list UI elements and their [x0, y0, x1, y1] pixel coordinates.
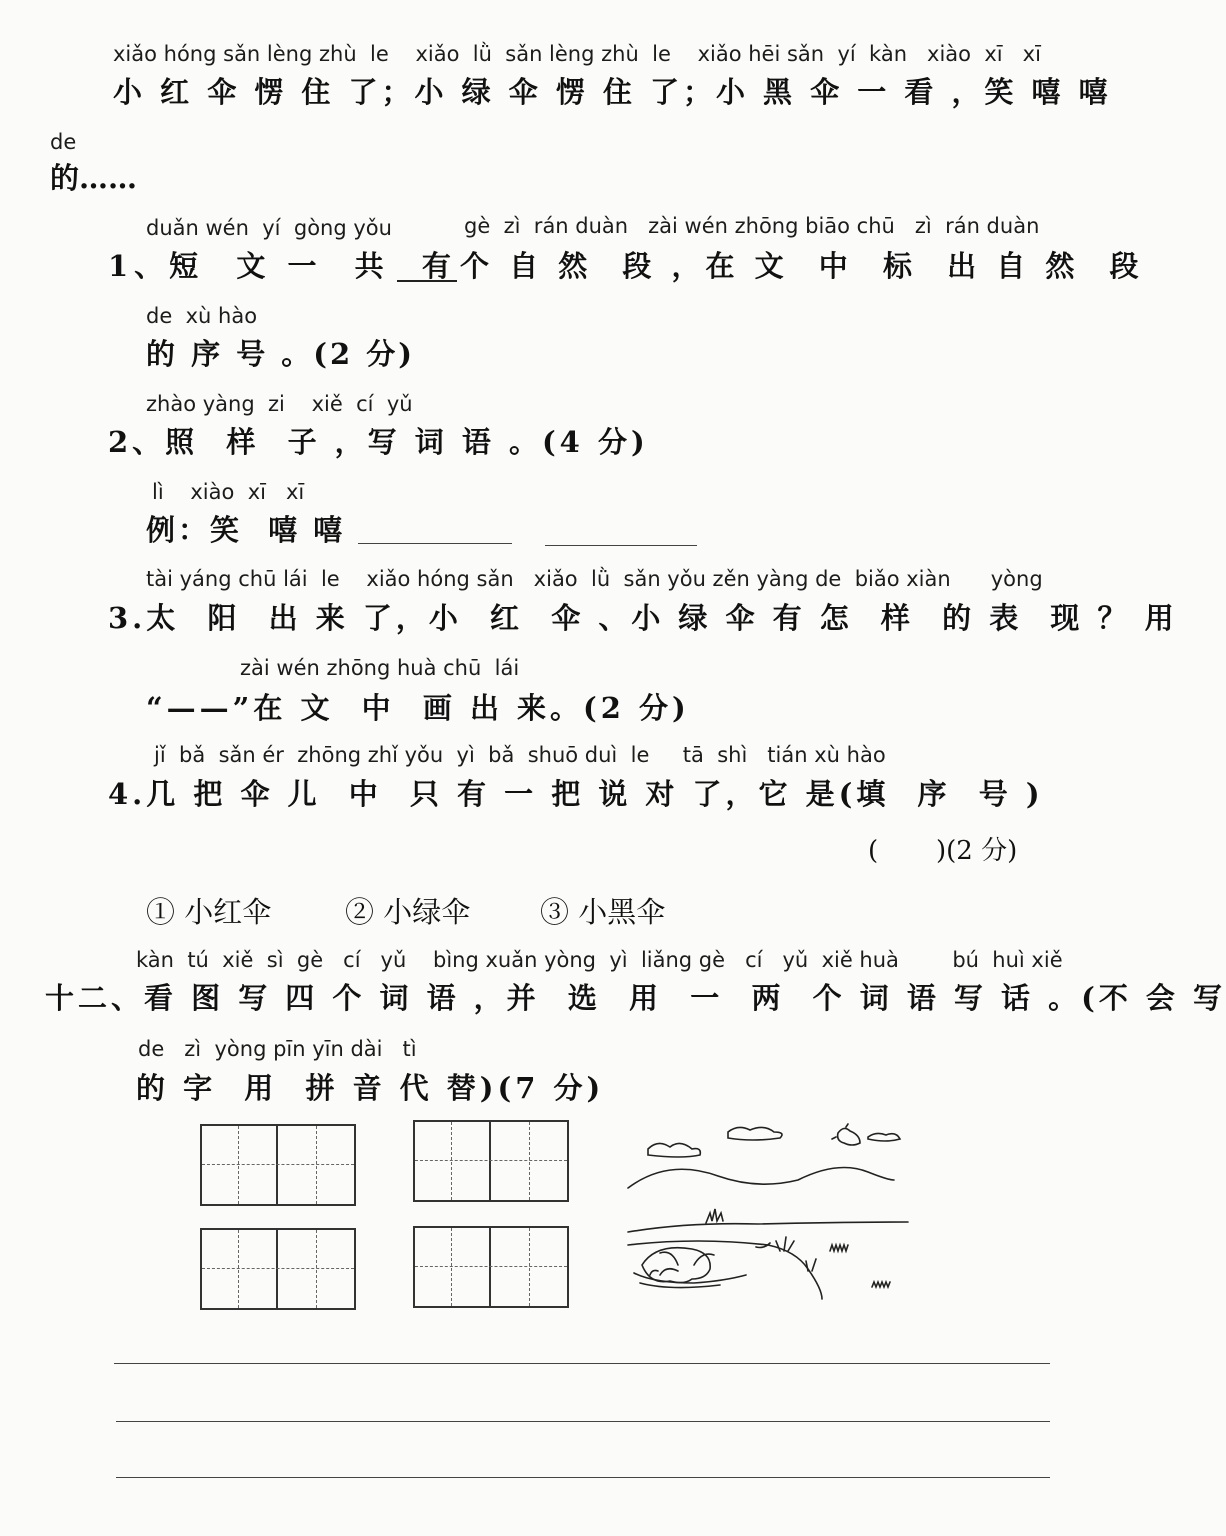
q4-option-2: ② 小绿伞 — [345, 895, 471, 929]
writing-line-1[interactable] — [114, 1363, 1050, 1364]
q3-hanzi-2: “——”在 文 中 画 出 来。(2 分) — [146, 691, 690, 725]
q3-hanzi-1: 3.太 阳 出 来 了，小 红 伞 、小 绿 伞 有 怎 样 的 表 现 ？ 用 — [108, 601, 1178, 635]
story-pinyin-line-2: de — [50, 130, 77, 154]
buffalo — [642, 1248, 710, 1283]
word-box-4[interactable] — [413, 1226, 569, 1308]
word-box-3[interactable] — [200, 1228, 356, 1310]
q2-hanzi-2: 例：笑 嘻 嘻 — [146, 513, 346, 547]
q2-pinyin-2: lì xiào xī xī — [152, 480, 305, 504]
q3-pinyin-1: tài yáng chū lái le xiǎo hóng sǎn xiǎo lǜ sǎn yǒu zěn yàng de biǎo xiàn yòng — [146, 567, 1043, 591]
q12-hanzi-1: 十二、看 图 写 四 个 词 语 ，并 选 用 一 两 个 词 语 写 话 。(不 会 写 — [45, 981, 1226, 1015]
river-bank — [628, 1222, 908, 1232]
hills — [628, 1168, 894, 1189]
q3-pinyin-2: zài wén zhōng huà chū lái — [240, 656, 520, 680]
q12-pinyin-1: kàn tú xiě sì gè cí yǔ bìng xuǎn yòng yì liǎng gè cí yǔ xiě huà bú huì xiě — [136, 948, 1063, 972]
q4-option-3: ③ 小黑伞 — [540, 895, 666, 929]
q4-hanzi-1: 4.几 把 伞 儿 中 只 有 一 把 说 对 了，它 是(填 序 号 ) — [108, 777, 1044, 811]
q4-option-1: ① 小红伞 — [146, 895, 272, 929]
word-box-2[interactable] — [413, 1120, 569, 1202]
cloud-left — [648, 1143, 700, 1157]
q4-answer-bracket[interactable]: ( )(2 分) — [868, 836, 1018, 866]
q4-pinyin-1: jǐ bǎ sǎn ér zhōng zhǐ yǒu yì bǎ shuō duì le tā shì tián xù hào — [154, 743, 886, 767]
q2-hanzi-1: 2、照 样 子 ，写 词 语 。(4 分) — [108, 425, 649, 459]
cloud-right — [868, 1133, 900, 1141]
q2-answer-line-1[interactable] — [358, 543, 512, 544]
q1-hanzi-2: 的 序 号 。(2 分) — [146, 337, 416, 371]
q12-hanzi-2: 的 字 用 拼 音 代 替)(7 分) — [136, 1071, 605, 1105]
q1-pinyin-a: duǎn wén yí gòng yǒu — [146, 216, 392, 240]
story-pinyin-line-1: xiǎo hóng sǎn lèng zhù le xiǎo lǜ sǎn lèng zhù le xiǎo hēi sǎn yí kàn xiào xī xī — [113, 42, 1041, 66]
word-box-1[interactable] — [200, 1124, 356, 1206]
q2-answer-line-2[interactable] — [545, 545, 697, 546]
reeds — [776, 1237, 816, 1271]
q1-hanzi-b: 个 自 然 段 ，在 文 中 标 出 自 然 段 — [460, 249, 1144, 283]
bird — [832, 1124, 860, 1145]
q2-pinyin-1: zhào yàng zi xiě cí yǔ — [146, 392, 413, 416]
writing-line-3[interactable] — [116, 1477, 1050, 1478]
buffalo-pond-illustration — [620, 1115, 910, 1315]
q12-pinyin-2: de zì yòng pīn yīn dài tì — [138, 1037, 417, 1061]
story-hanzi-line-1: 小 红 伞 愣 住 了；小 绿 伞 愣 住 了；小 黑 伞 一 看 ，笑 嘻 嘻 — [113, 75, 1112, 109]
story-hanzi-line-2: 的…… — [50, 161, 138, 195]
writing-line-2[interactable] — [116, 1421, 1050, 1422]
q1-hanzi-a: 1、短 文 一 共 有 — [108, 249, 457, 283]
cloud-middle — [728, 1127, 782, 1140]
q1-pinyin-2: de xù hào — [146, 304, 258, 328]
q1-answer-blank[interactable] — [397, 256, 457, 282]
q1-pinyin-b: gè zì rán duàn zài wén zhōng biāo chū zì rán duàn — [464, 214, 1040, 238]
